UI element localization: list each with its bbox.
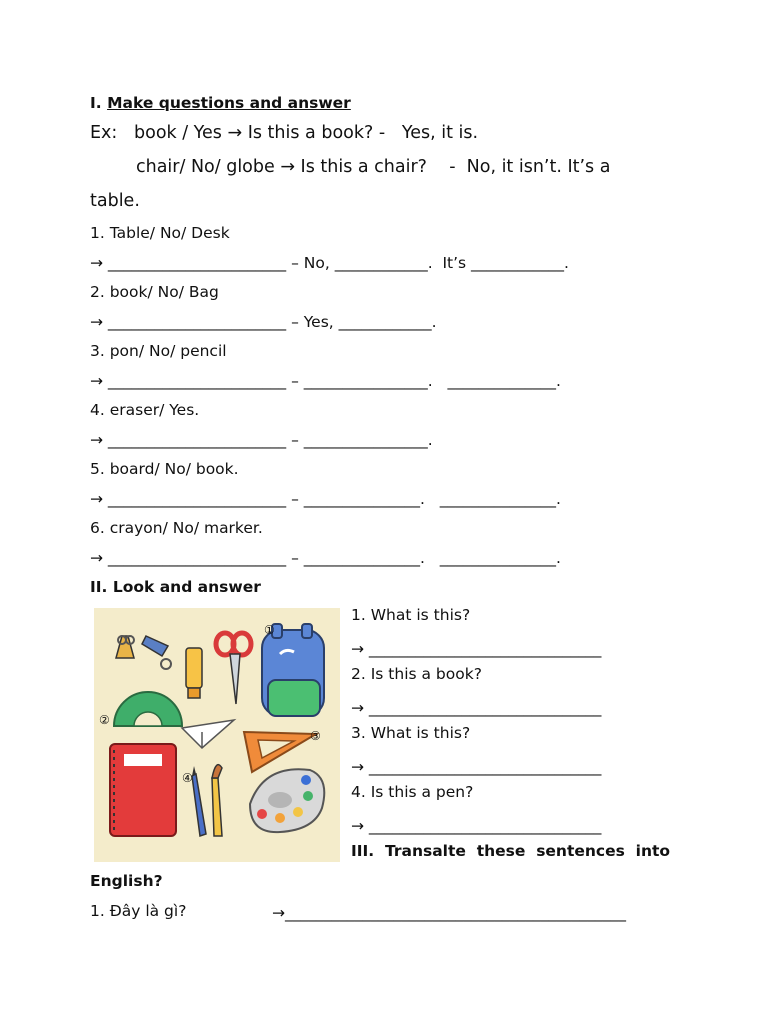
exercise-5-answer-line[interactable]: → _______________________ – _______________. _______________. <box>90 490 561 508</box>
marker-2: ② <box>99 713 110 727</box>
section-3-title: III. Transalte these sentences into <box>351 842 671 860</box>
section-1-heading <box>90 93 351 113</box>
look-answer-3[interactable]: → ______________________________ <box>351 758 602 776</box>
exercise-2-answer-line[interactable]: → _______________________ – Yes, ____________. <box>90 313 437 331</box>
exercise-3-answer-line[interactable]: → _______________________ – ________________. ______________. <box>90 372 561 390</box>
look-answer-2[interactable]: → ______________________________ <box>351 699 602 717</box>
pencil-icon <box>192 766 206 836</box>
exercise-3-prompt: 3. pon/ No/ pencil <box>90 342 227 360</box>
exercise-2-prompt: 2. book/ No/ Bag <box>90 283 219 301</box>
exercise-5-prompt: 5. board/ No/ book. <box>90 460 239 478</box>
look-question-3: 3. What is this? <box>351 724 471 742</box>
exercise-1-prompt: 1. Table/ No/ Desk <box>90 224 230 242</box>
exercise-4-answer-line[interactable]: → _______________________ – ________________. <box>90 431 433 449</box>
look-question-2: 2. Is this a book? <box>351 665 482 683</box>
scissors-icon <box>216 633 251 704</box>
example-line-2: chair/ No/ globe → Is this a chair? - No, it isn’t. It’s a <box>136 157 611 177</box>
example-line-1: Ex: book / Yes → Is this a book? - Yes, it is. <box>90 123 479 143</box>
notebook-icon <box>110 744 176 836</box>
section-3-title-cont: English? <box>90 872 163 890</box>
section-2-title: II. Look and answer <box>90 578 261 596</box>
marker-4: ④ <box>182 771 193 785</box>
highlighter-icon <box>186 648 202 698</box>
backpack-icon <box>262 624 324 716</box>
paintbrush-icon <box>212 765 222 836</box>
translate-1-prompt: 1. Đây là gì? <box>90 902 187 920</box>
protractor-icon <box>114 692 182 726</box>
set-square-icon <box>244 732 316 772</box>
paper-plane-icon <box>182 720 234 748</box>
paint-palette-icon <box>250 769 324 832</box>
binder-clip-icon <box>116 636 171 669</box>
exercise-6-prompt: 6. crayon/ No/ marker. <box>90 519 263 537</box>
look-answer-1[interactable]: → ______________________________ <box>351 640 602 658</box>
marker-3: ③ <box>310 729 321 743</box>
section-1-number: I. <box>90 94 108 112</box>
exercise-6-answer-line[interactable]: → _______________________ – _______________. _______________. <box>90 549 561 567</box>
exercise-1-answer-line[interactable]: → _______________________ – No, ____________. It’s ____________. <box>90 254 569 272</box>
translate-1-answer-line[interactable]: →____________________________________________ <box>272 904 626 922</box>
exercise-4-prompt: 4. eraser/ Yes. <box>90 401 200 419</box>
example-line-3: table. <box>90 191 140 211</box>
section-1-title: Make questions and answer <box>107 94 351 112</box>
school-supplies-illustration <box>94 608 340 862</box>
look-question-1: 1. What is this? <box>351 606 471 624</box>
look-answer-4[interactable]: → ______________________________ <box>351 817 602 835</box>
look-question-4: 4. Is this a pen? <box>351 783 474 801</box>
marker-1: ① <box>264 623 275 637</box>
